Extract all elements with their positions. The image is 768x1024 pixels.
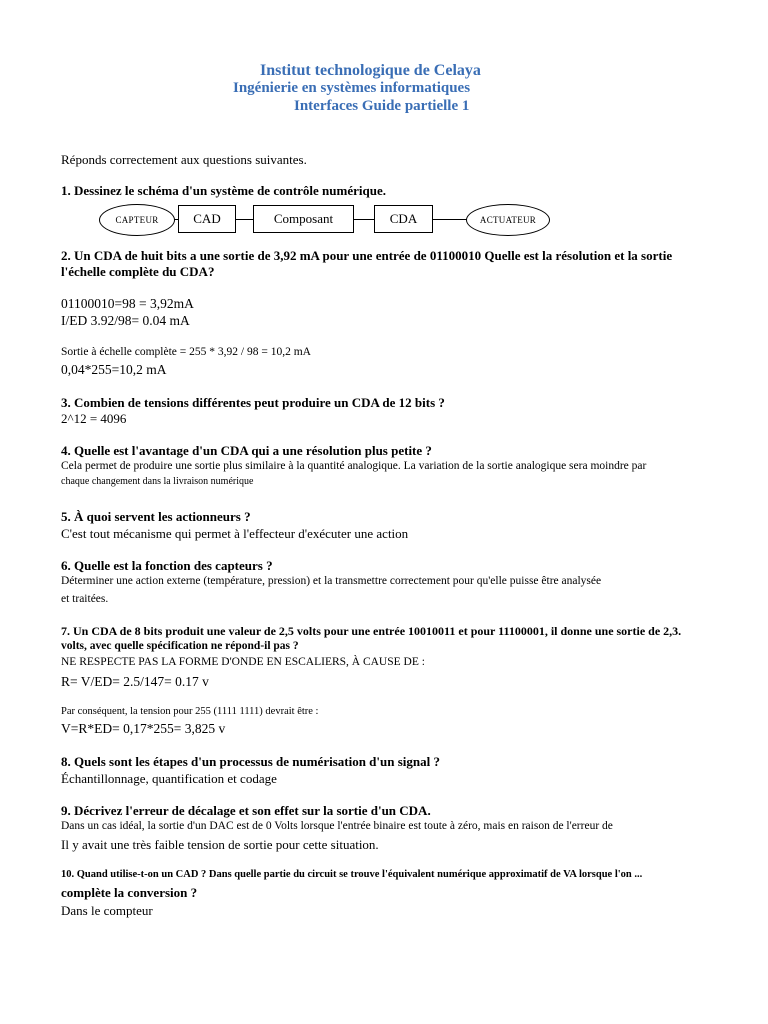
answer-6-line-1: Déterminer une action externe (température, pression) et la transmettre correctement pour qu'elle puisse être analysée <box>61 575 602 587</box>
answer-9-line-2: Il y avait une très faible tension de sortie pour cette situation. <box>61 837 379 852</box>
composant-node <box>253 205 354 233</box>
question-10-line-1: 10. Quand utilise-t-on un CAD ? Dans quelle partie du circuit se trouve l'équivalent numérique approximatif de VA lorsque l'on ... <box>61 869 643 880</box>
connector-line <box>235 219 254 220</box>
cad-label: CAD <box>193 211 221 226</box>
connector-line <box>353 219 375 220</box>
cda-node <box>374 205 433 233</box>
actuateur-label: ACTUATEUR <box>479 215 537 225</box>
question-7-line-1: 7. Un CDA de 8 bits produit une valeur de 2,5 volts pour une entrée 10010011 et pour 11100001, il donne une sortie de 2,3. <box>61 624 682 638</box>
question-7-line-2: volts, avec quelle spécification ne répond-il pas ? <box>61 640 299 652</box>
answer-3: 2^12 = 4096 <box>61 411 127 426</box>
question-2-line-1: 2. Un CDA de huit bits a une sortie de 3,92 mA pour une entrée de 01100010 Quelle est la résolution et la sortie <box>61 248 673 263</box>
answer-10: Dans le compteur <box>61 903 153 918</box>
question-8: 8. Quels sont les étapes d'un processus de numérisation d'un signal ? <box>61 754 440 769</box>
answer-9-line-1: Dans un cas idéal, la sortie d'un DAC est de 0 Volts lorsque l'entrée binaire est toute à zéro, mais en raison de l'erreur de <box>61 820 613 832</box>
institute-title: Institut technologique de Celaya <box>260 62 481 79</box>
actuateur-node <box>466 204 550 236</box>
question-1: 1. Dessinez le schéma d'un système de contrôle numérique. <box>61 183 386 198</box>
question-2-line-2: l'échelle complète du CDA? <box>61 264 215 279</box>
answer-6-line-2: et traitées. <box>61 593 109 605</box>
composant-label: Composant <box>273 211 334 226</box>
answer-7-line-1: NE RESPECTE PAS LA FORME D'ONDE EN ESCALIERS, À CAUSE DE : <box>61 656 425 668</box>
answer-2-line-1: 01100010=98 = 3,92mA <box>61 296 194 311</box>
answer-4-line-1: Cela permet de produire une sortie plus similaire à la quantité analogique. La variation de la sortie analogique sera moindre par <box>61 460 647 472</box>
question-10-line-2: complète la conversion ? <box>61 885 198 900</box>
question-5: 5. À quoi servent les actionneurs ? <box>61 509 251 524</box>
question-3: 3. Combien de tensions différentes peut produire un CDA de 12 bits ? <box>61 395 445 410</box>
answer-2-line-2: I/ED 3.92/98= 0.04 mA <box>61 313 190 328</box>
connector-line <box>432 219 468 220</box>
program-title: Ingénierie en systèmes informatiques <box>233 80 471 96</box>
answer-8: Échantillonnage, quantification et codage <box>61 771 277 786</box>
answer-7-line-4: V=R*ED= 0,17*255= 3,825 v <box>61 721 226 736</box>
capteur-node <box>99 204 175 236</box>
answer-2-line-3: Sortie à échelle complète = 255 * 3,92 / 98 = 10,2 mA <box>61 346 311 358</box>
question-4: 4. Quelle est l'avantage d'un CDA qui a une résolution plus petite ? <box>61 443 432 458</box>
answer-4-line-2: chaque changement dans la livraison numérique <box>61 476 254 487</box>
answer-7-line-2: R= V/ED= 2.5/147= 0.17 v <box>61 674 209 689</box>
answer-2-line-4: 0,04*255=10,2 mA <box>61 362 167 377</box>
capteur-label: CAPTEUR <box>115 215 159 225</box>
answer-7-line-3: Par conséquent, la tension pour 255 (1111 1111) devrait être : <box>61 706 319 717</box>
cda-label: CDA <box>389 211 418 226</box>
question-9: 9. Décrivez l'erreur de décalage et son effet sur la sortie d'un CDA. <box>61 803 431 818</box>
question-6: 6. Quelle est la fonction des capteurs ? <box>61 558 273 573</box>
answer-5: C'est tout mécanisme qui permet à l'effecteur d'exécuter une action <box>61 526 409 541</box>
cad-node <box>178 205 236 233</box>
guide-title: Interfaces Guide partielle 1 <box>294 98 470 114</box>
intro-text: Réponds correctement aux questions suivantes. <box>61 152 307 167</box>
